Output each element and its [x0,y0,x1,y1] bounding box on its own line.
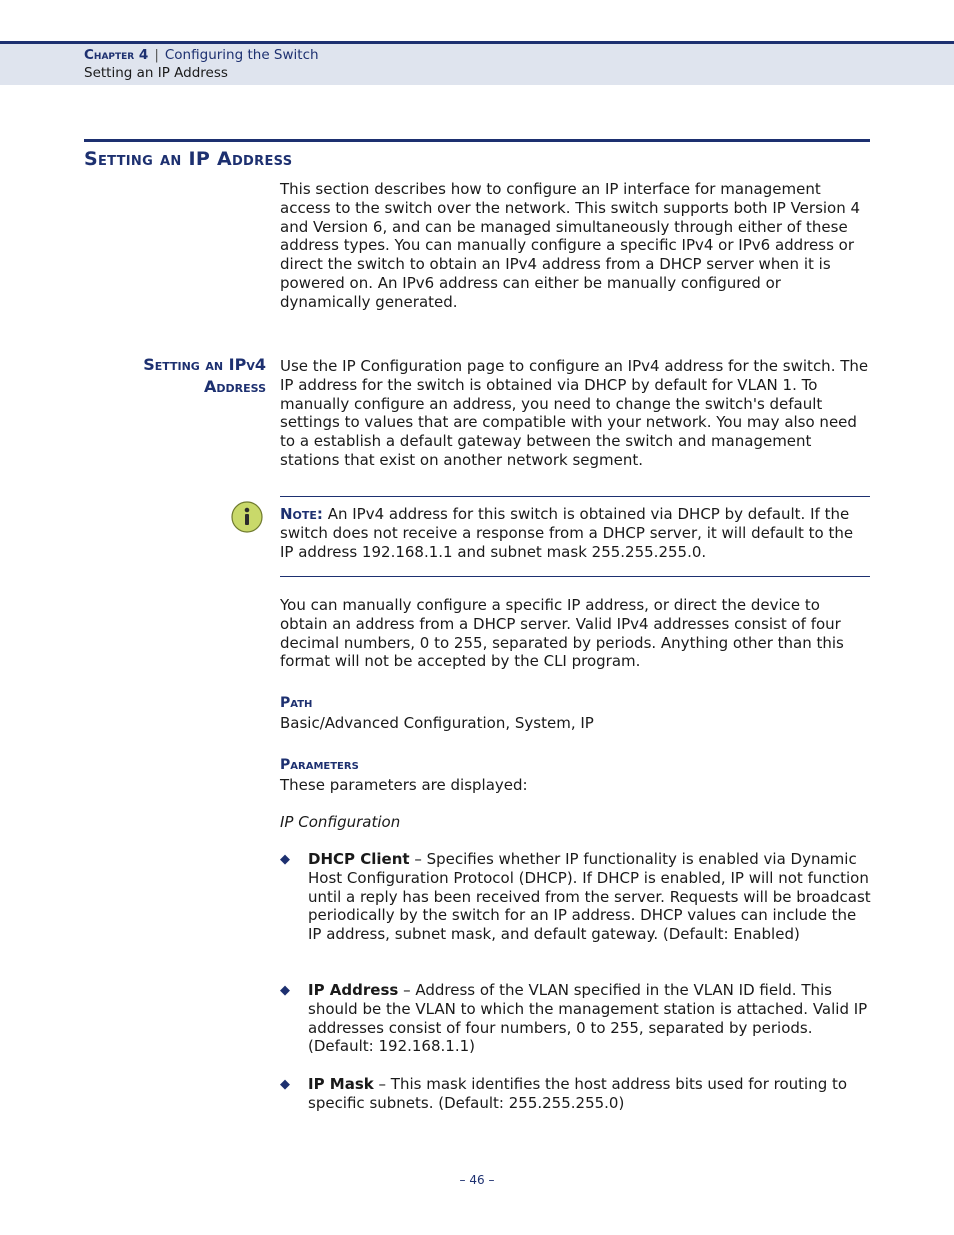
parameter-item [308,1075,872,1113]
page-number: – 46 – [459,1173,495,1187]
parameters-intro: These parameters are displayed: [280,776,528,794]
section-rule [84,139,870,142]
running-header [0,41,954,85]
parameter-desc: – Specifies whether IP functionality is enabled via Dynamic Host Configuration Protocol (DHCP). If DHCP is enabled, IP will not function until a reply has been received from the server. Requests will be broadcast periodically by the switch for an IP address. DHCP values can include the IP address, subnet mask, and default gateway. (Default: Enabled) [308,850,871,944]
subsection-title [143,354,266,398]
note-text: An IPv4 address for this switch is obtained via DHCP by default. If the switch does not receive a response from a DHCP server, it will default to the IP address 192.168.1.1 and subnet mask 255.255.255.0. [280,505,854,561]
note-label: Note: [280,505,323,523]
parameter-term: IP Mask [308,1075,374,1093]
parameter-desc: – Address of the VLAN specified in the VLAN ID field. This should be the VLAN to which the management station is attached. Valid IP addresses consist of four numbers, 0 to 255, separated by periods. (Default: 192.168.1.1) [308,981,868,1056]
parameter-desc: – This mask identifies the host address bits used for routing to specific subnets. (Default: 255.255.255.0) [308,1075,848,1112]
parameters-group-title: IP Configuration [280,813,401,831]
header-chapter-title: Configuring the Switch [164,47,319,63]
subsection-title-line2: Address [204,377,266,396]
note-body [280,505,870,561]
parameter-item [308,850,872,944]
info-icon [231,501,263,533]
path-heading: Path [280,695,313,711]
path-value: Basic/Advanced Configuration, System, IP [280,714,594,732]
note-top-rule [280,496,870,497]
header-chapter-label: Chapter 4 [84,47,149,63]
header-section-title: Setting an IP Address [84,65,228,81]
subsection-title-line1: Setting an IPv4 [143,355,266,374]
parameter-term: DHCP Client [308,850,410,868]
parameter-item [308,981,872,1056]
parameters-heading: Parameters [280,757,359,773]
section-intro: This section describes how to configure an IP interface for management access to the switch over the network. This switch supports both IP Version 4 and Version 6, and can be managed simultaneously through either of these address types. You can manually configure a specific IPv4 or IPv6 address or direct the switch to obtain an IPv4 address from a DHCP server when it is powered on. An IPv6 address can either be manually configured or dynamically generated. [280,180,861,311]
header-separator: | [154,47,159,63]
manual-config-text: You can manually configure a specific IP address, or direct the device to obtain an address from a DHCP server. Valid IPv4 addresses consist of four decimal numbers, 0 to 255, separated by periods. Anything other than this format will not be accepted by the CLI program. [280,596,844,671]
header-chapter-line [84,47,319,63]
subsection-intro: Use the IP Configuration page to configure an IPv4 address for the switch. The IP address for the switch is obtained via DHCP by default for VLAN 1. To manually configure an address, you need to change the switch's default settings to values that are compatible with your network. You may also need to a establish a default gateway between the switch and management stations that exist on another network segment. [280,357,869,469]
bullet-diamond-icon: ◆ [280,1077,290,1092]
bullet-diamond-icon: ◆ [280,983,290,998]
section-title: Setting an IP Address [84,148,293,170]
note-bottom-rule [280,576,870,577]
bullet-diamond-icon: ◆ [280,852,290,867]
parameter-term: IP Address [308,981,399,999]
